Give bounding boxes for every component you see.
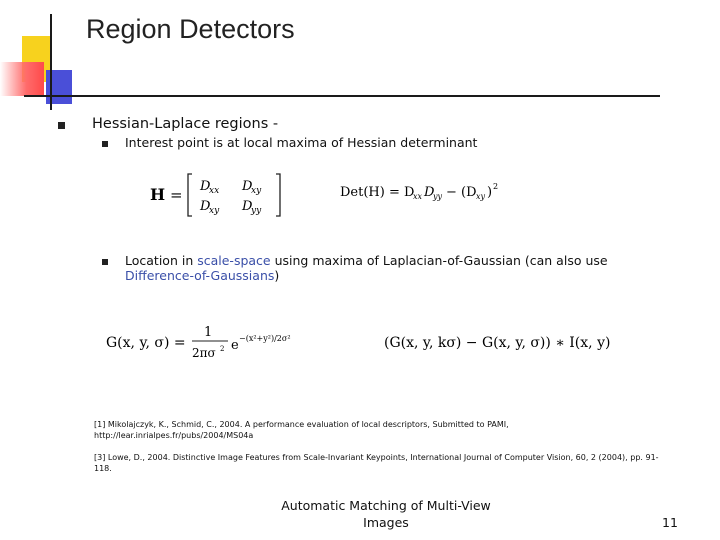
matrix-right-bracket xyxy=(276,174,280,216)
svg-text:xy: xy xyxy=(476,192,486,201)
sub-bullet-2-mid: using maxima of Laplacian-of-Gaussian (can also use xyxy=(270,253,608,268)
gaussian-fraction-den: 2πσ xyxy=(192,346,216,360)
matrix-H-symbol: H xyxy=(150,185,166,204)
footer-line-1: Automatic Matching of Multi-View xyxy=(281,498,491,513)
svg-text:xx: xx xyxy=(413,192,423,201)
sub-bullet-2-text xyxy=(125,253,645,283)
matrix-cell: D xyxy=(242,199,253,214)
matrix-cell: D xyxy=(200,199,211,214)
matrix-cell: D xyxy=(200,179,211,194)
bullet-square xyxy=(58,122,65,129)
reference-3-line-1: [3] Lowe, D., 2004. Distinctive Image Features from Scale-Invariant Keypoints, International Journal of Computer Vision, 60, 2 (2004), pp. 91- xyxy=(94,453,659,462)
gaussian-equations xyxy=(100,316,620,366)
reference-1-line-1: [1] Mikolajczyk, K., Schmid, C., 2004. A performance evaluation of local descriptors, Submitted to PAMI, xyxy=(94,420,509,429)
svg-text:D: D xyxy=(424,185,435,200)
scale-space-link[interactable]: scale-space xyxy=(197,253,271,268)
slide-footer xyxy=(276,497,496,531)
matrix-left-bracket xyxy=(188,174,192,216)
logo-red-block xyxy=(0,62,44,96)
svg-text:2: 2 xyxy=(493,182,499,191)
svg-text:2: 2 xyxy=(220,345,225,353)
svg-text:yy: yy xyxy=(433,192,443,201)
svg-text:e: e xyxy=(231,338,239,353)
equals-sign: = xyxy=(170,186,183,204)
gaussian-equation: G(x, y, σ) = xyxy=(106,335,186,351)
det-equation: Det(H) = D xyxy=(340,185,415,200)
sub-bullet-1-text: Interest point is at local maxima of Hessian determinant xyxy=(125,135,478,150)
gaussian-fraction-num: 1 xyxy=(204,325,213,340)
dog-link[interactable]: Difference-of-Gaussians xyxy=(125,268,275,283)
matrix-cell: D xyxy=(242,179,253,194)
reference-1-url[interactable]: http://lear.inrialpes.fr/pubs/2004/MS04a xyxy=(94,431,254,440)
footer-line-2: Images xyxy=(363,515,409,530)
dog-equation: (G(x, y, kσ) − G(x, y, σ)) ∗ I(x, y) xyxy=(384,335,611,351)
reference-3 xyxy=(94,452,674,474)
matrix-cell: xy xyxy=(209,206,220,216)
sub-bullet-2-prefix: Location in xyxy=(125,253,198,268)
reference-3-line-2: 118. xyxy=(94,464,112,473)
page-number: 11 xyxy=(662,515,678,530)
gaussian-exponent: −(x²+y²)/2σ² xyxy=(239,334,291,343)
reference-1 xyxy=(94,419,674,441)
sub-bullet-2-suffix: ) xyxy=(274,268,280,283)
bullet-square xyxy=(102,141,108,147)
svg-text:): ) xyxy=(487,185,493,200)
bullet-main-text: Hessian-Laplace regions - xyxy=(92,116,279,132)
title-underline xyxy=(24,95,660,97)
matrix-cell: yy xyxy=(251,206,262,216)
matrix-cell: xx xyxy=(209,186,220,196)
slide-title: Region Detectors xyxy=(86,14,295,44)
matrix-cell: xy xyxy=(251,186,262,196)
svg-text:− (D: − (D xyxy=(446,185,477,200)
hessian-equation xyxy=(140,166,540,222)
bullet-square xyxy=(102,259,108,265)
